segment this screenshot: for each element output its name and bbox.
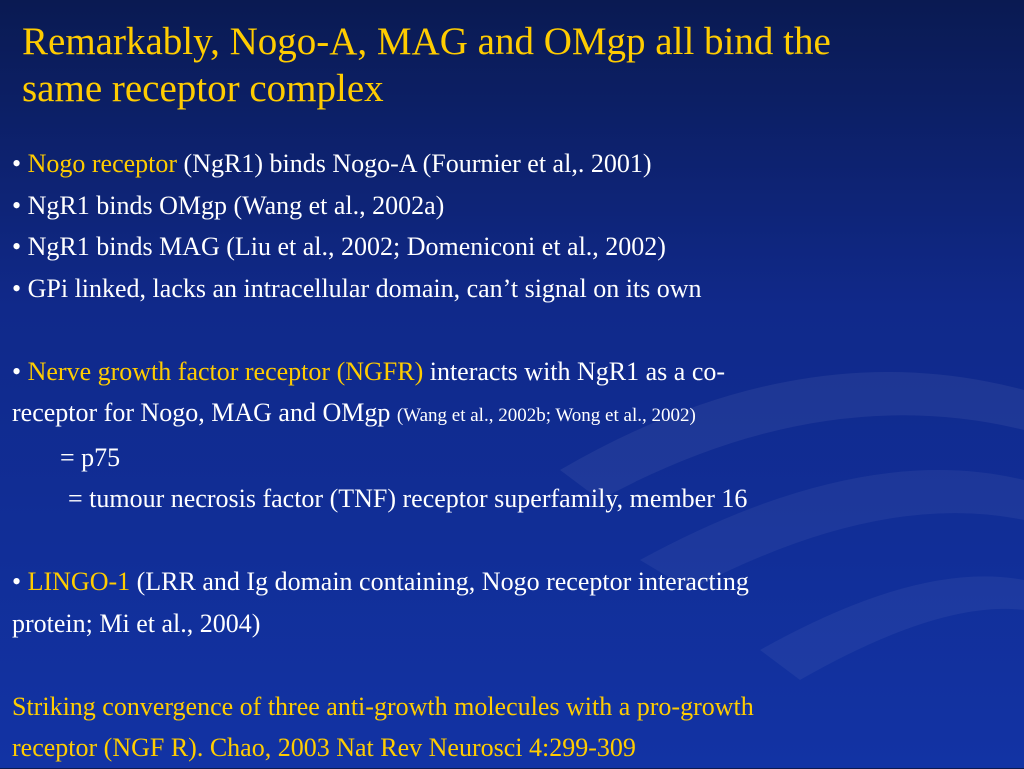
title-line-1: Remarkably, Nogo-A, MAG and OMgp all bind the: [22, 20, 831, 63]
bullet-text: (LRR and Ig domain containing, Nogo receptor interacting: [130, 567, 749, 596]
bullet-nogo-receptor: [12, 143, 1012, 185]
bullet-lingo-1: [12, 561, 1012, 603]
highlight-nogo-receptor: Nogo receptor: [27, 149, 178, 178]
spacer: [12, 520, 1012, 562]
bullet-lingo-1-line-2: protein; Mi et al., 2004): [12, 608, 261, 638]
citation-small: (Wang et al., 2002b; Wong et al., 2002): [396, 405, 696, 426]
bullet-ngr1-omgp: • NgR1 binds OMgp (Wang et al., 2002a): [12, 190, 445, 220]
bullet-text: interacts with NgR1 as a co-: [423, 356, 726, 386]
bullet-marker: •: [12, 356, 28, 386]
conclusion-line-1: Striking convergence of three anti-growth molecules with a pro-growth: [12, 691, 754, 721]
bullet-marker: •: [12, 149, 28, 178]
equivalence-tnf: = tumour necrosis factor (TNF) receptor superfamily, member 16: [68, 484, 748, 513]
bullet-ngfr: [12, 351, 1012, 393]
bullet-ngr1-mag: • NgR1 binds MAG (Liu et al., 2002; Domeniconi et al., 2002): [12, 232, 666, 261]
bullet-text: (NgR1) binds Nogo-A (Fournier et al,. 2001): [177, 149, 652, 178]
slide-body: [12, 143, 1012, 769]
highlight-ngfr: Nerve growth factor receptor (NGFR): [27, 356, 424, 386]
equivalence-p75: = p75: [60, 442, 121, 472]
slide-title: [22, 18, 1002, 112]
bullet-ngfr-line-2: [12, 392, 1012, 437]
spacer: [12, 309, 1012, 351]
bullet-text: receptor for Nogo, MAG and OMgp: [12, 398, 397, 427]
bullet-marker: •: [12, 567, 28, 596]
highlight-lingo-1: LINGO-1: [27, 567, 131, 596]
bullet-gpi-linked: • GPi linked, lacks an intracellular domain, can’t signal on its own: [12, 273, 702, 303]
title-line-2: same receptor complex: [22, 67, 384, 110]
spacer: [12, 644, 1012, 686]
conclusion-line-2: receptor (NGF R). Chao, 2003 Nat Rev Neurosci 4:299-309: [12, 733, 636, 762]
